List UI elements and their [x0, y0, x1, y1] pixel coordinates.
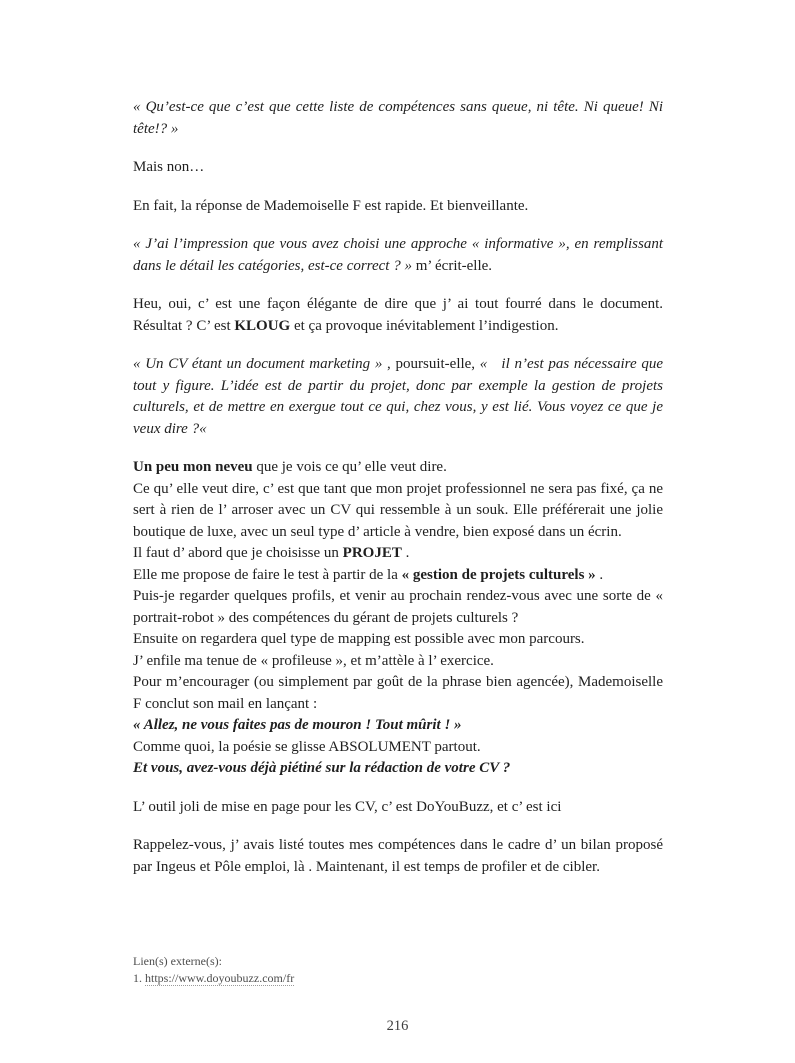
- line-allez-mouron: « Allez, ne vous faites pas de mouron ! Tout mûrit ! »: [133, 717, 462, 733]
- external-links-label: Lien(s) externe(s):: [133, 954, 222, 968]
- line-jenfile-profileuse: J’ enfile ma tenue de « profileuse », et m’attèle à l’ exercice.: [133, 652, 494, 669]
- paragraph-heu-kloug: [133, 294, 663, 337]
- gestion-projets-bold-text: « gestion de projets culturels »: [401, 566, 596, 583]
- paragraph-outil-doyoubuzz: L’ outil joli de mise en page pour les CV, c’ est DoYouBuzz, et c’ est ici: [133, 798, 562, 815]
- paragraph-quote-liste-competences: « Qu’est-ce que c’est que cette liste de compétences sans queue, ni tête. Ni queue! Ni tête!? »: [133, 99, 663, 137]
- external-links-footer: [133, 953, 294, 987]
- quote-attribution: m’ écrit-elle.: [415, 257, 493, 274]
- body-text-block: [133, 457, 663, 780]
- line-comme-quoi-poesie: Comme quoi, la poésie se glisse ABSOLUMENT partout.: [133, 738, 481, 755]
- line-pour-mencourager: Pour m’encourager (ou simplement par goût de la phrase bien agencée), Mademoiselle F conclut son mail en lançant :: [133, 674, 663, 712]
- neveu-rest-text: que je vois ce qu’ elle veut dire.: [252, 459, 447, 475]
- paragraph-quote-cv-marketing: [133, 354, 663, 440]
- doyoubuzz-link[interactable]: https://www.doyoubuzz.com/fr: [145, 971, 295, 985]
- line-elle-me-propose: [133, 565, 663, 587]
- quote-italic-text-1: « Un CV étant un document marketing »: [133, 356, 383, 372]
- quote-italic-text: « J’ai l’impression que vous avez choisi une approche « informative », en remplissant dans le détail les catégories, est-ce correct ? »: [133, 236, 663, 274]
- paragraph-quote-approche-informative: [133, 234, 663, 277]
- line-et-vous-question: Et vous, avez-vous déjà piétiné sur la rédaction de votre CV ?: [133, 760, 511, 776]
- quote-italic-text-2: « il n’est pas nécessaire que tout y figure. L’idée est de partir du projet, donc par exemple la gestion de projets culturels, et de mettre en exergue tout ce qui, chez vous, y est lié. Vous voyez ce que je veux dire ?«: [133, 356, 663, 437]
- line-un-peu-mon-neveu: [133, 457, 663, 479]
- paragraph-mais-non: Mais non…: [133, 159, 205, 175]
- paragraph-en-fait: En fait, la réponse de Mademoiselle F est rapide. Et bienveillante.: [133, 197, 529, 214]
- il-faut-text-after: .: [401, 545, 410, 561]
- line-ce-quelle-veut-dire: Ce qu’ elle veut dire, c’ est que tant que mon projet professionnel ne sera pas fixé, ça ne sert à rien de l’ arroser avec un CV qui ressemble à un souk. Elle préférerait une jolie boutique de luxe, avec un seul type d’ article à vendre, bien exposé dans un écrin.: [133, 480, 663, 540]
- link-number: 1.: [133, 971, 145, 985]
- neveu-bold-text: Un peu mon neveu: [133, 459, 253, 475]
- projet-bold-text: PROJET: [342, 545, 402, 561]
- heu-text-before: Heu, oui, c’ est une façon élégante de dire que j’ ai tout fourré dans le document. Résultat ? C’ est: [133, 296, 663, 334]
- line-puis-je-regarder: Puis-je regarder quelques profils, et venir au prochain rendez-vous avec une sorte de « portrait-robot » des compétences du gérant de projets culturels ?: [133, 588, 663, 626]
- kloug-bold-text: KLOUG: [234, 317, 291, 334]
- page-content: [133, 97, 663, 895]
- external-link-line: [133, 970, 294, 987]
- heu-text-after: et ça provoque inévitablement l’indigestion.: [290, 317, 559, 334]
- paragraph-rappelez-vous: Rappelez-vous, j’ avais listé toutes mes compétences dans le cadre d’ un bilan proposé par Ingeus et Pôle emploi, là . Maintenant, il est temps de profiler et de cibler.: [133, 837, 663, 875]
- page-number: 216: [386, 1018, 409, 1034]
- il-faut-text-before: Il faut d’ abord que je choisisse un: [133, 545, 343, 561]
- line-il-faut-projet: [133, 543, 663, 565]
- quote-attribution-inline: , poursuit-elle,: [382, 356, 480, 372]
- line-ensuite-mapping: Ensuite on regardera quel type de mapping est possible avec mon parcours.: [133, 631, 585, 647]
- elle-me-text-before: Elle me propose de faire le test à partir de la: [133, 566, 402, 583]
- elle-me-text-after: .: [595, 566, 604, 583]
